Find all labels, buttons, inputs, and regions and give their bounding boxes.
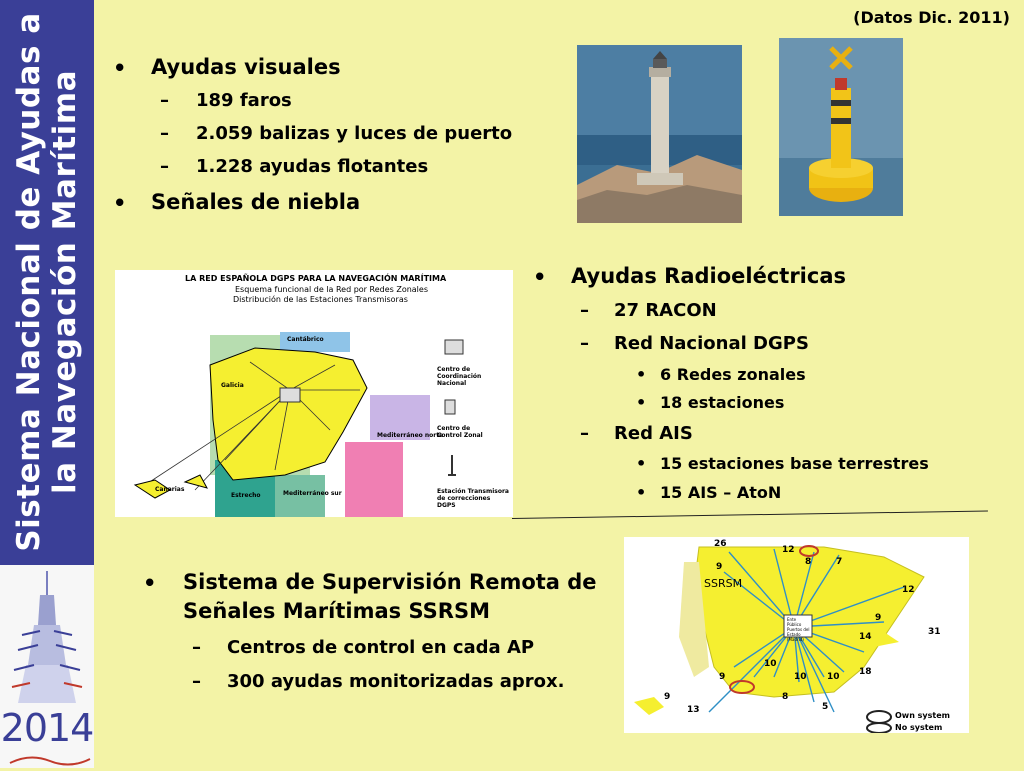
dgps-subitem: 6 Redes zonales [660,365,806,384]
zone-label: Mediterráneo sur [283,490,342,497]
dash: – [580,333,589,354]
sidebar-title-line2: la Navegación Marítima [47,69,83,495]
ssrsm-network-map [624,537,969,733]
dgps-map-subtitle: Distribución de las Estaciones Transmisoras [233,295,408,304]
ssrsm-map-center: Ente Público Puertos del Estado (Madrid) [787,617,810,642]
dgps-map-title: LA RED ESPAÑOLA DGPS PARA LA NAVEGACIÓN MARÍTIMA [185,274,447,283]
port-count: 26 [714,539,727,549]
bullet: • [636,454,647,473]
port-count: 18 [859,667,872,677]
dgps-network-map [115,270,513,517]
dash: – [160,156,169,177]
dash: – [192,637,201,658]
ais-subitem: 15 AIS – AtoN [660,483,782,502]
zone-label: Canarias [155,486,185,493]
dash: – [192,671,201,692]
dgps-subitem: 18 estaciones [660,393,785,412]
logo-year: 2014 [0,706,94,750]
dgps-map-subtitle: Esquema funcional de la Red por Redes Zonales [235,285,428,294]
port-count: 14 [859,632,872,642]
logo [0,565,94,768]
bullet: • [636,365,647,384]
ssrsm-legend-item: Own system [895,711,950,720]
ais-subitem: 15 estaciones base terrestres [660,454,929,473]
ssrsm-heading: Señales Marítimas SSRSM [183,599,490,623]
zone-label: Mediterráneo norte [377,432,444,439]
zone-label: Galicia [221,382,244,389]
port-count: 12 [782,545,795,555]
port-count: 10 [794,672,807,682]
port-count: 8 [782,692,789,702]
port-count: 8 [805,557,812,567]
date-note: (Datos Dic. 2011) [853,8,1010,27]
port-count: 9 [716,562,723,572]
ais-item: Red AIS [614,423,693,444]
sidebar-title-line1: Sistema Nacional de Ayudas a [11,12,47,552]
dgps-item: Red Nacional DGPS [614,333,809,354]
visual-item: 189 faros [196,90,292,111]
ssrsm-item: 300 ayudas monitorizadas aprox. [227,671,565,692]
bullet: • [636,393,647,412]
port-count: 5 [822,702,829,712]
port-count: 7 [836,557,843,567]
logo-swoosh-icon [0,751,94,771]
racon-item: 27 RACON [614,300,717,321]
ssrsm-item: Centros de control en cada AP [227,637,535,658]
lighthouse-photo [577,45,742,223]
bullet: • [113,191,127,215]
zone-label: Estrecho [231,492,261,499]
visual-item: 1.228 ayudas flotantes [196,156,429,177]
divider [512,511,988,519]
ssrsm-map-label: SSRSM [704,577,743,590]
dash: – [580,300,589,321]
bullet: • [143,571,157,595]
port-count: 31 [928,627,941,637]
tower-logo-icon [0,565,94,705]
dgps-legend-item: Centro de Coordinación Nacional [437,366,482,387]
dash: – [160,90,169,111]
dgps-legend-item: Centro de Control Zonal [437,425,483,439]
port-count: 9 [664,692,671,702]
sidebar [0,0,94,565]
ssrsm-heading: Sistema de Supervisión Remota de [183,570,597,594]
ssrsm-legend-item: No system [895,723,943,732]
bullet: • [636,483,647,502]
visual-heading: Ayudas visuales [151,55,341,79]
fog-signals: Señales de niebla [151,190,361,214]
bullet: • [113,56,127,80]
dgps-legend-item: Estación Transmisora de correcciones DGPS [437,488,509,509]
port-count: 13 [687,705,700,715]
port-count: 10 [764,659,777,669]
radio-heading: Ayudas Radioeléctricas [571,264,846,288]
port-count: 10 [827,672,840,682]
buoy-photo [779,38,903,216]
port-count: 9 [875,613,882,623]
dash: – [580,423,589,444]
dash: – [160,123,169,144]
bullet: • [533,265,547,289]
port-count: 9 [719,672,726,682]
port-count: 12 [902,585,915,595]
visual-item: 2.059 balizas y luces de puerto [196,123,513,144]
sidebar-title [11,12,83,552]
zone-label: Cantábrico [287,336,324,343]
